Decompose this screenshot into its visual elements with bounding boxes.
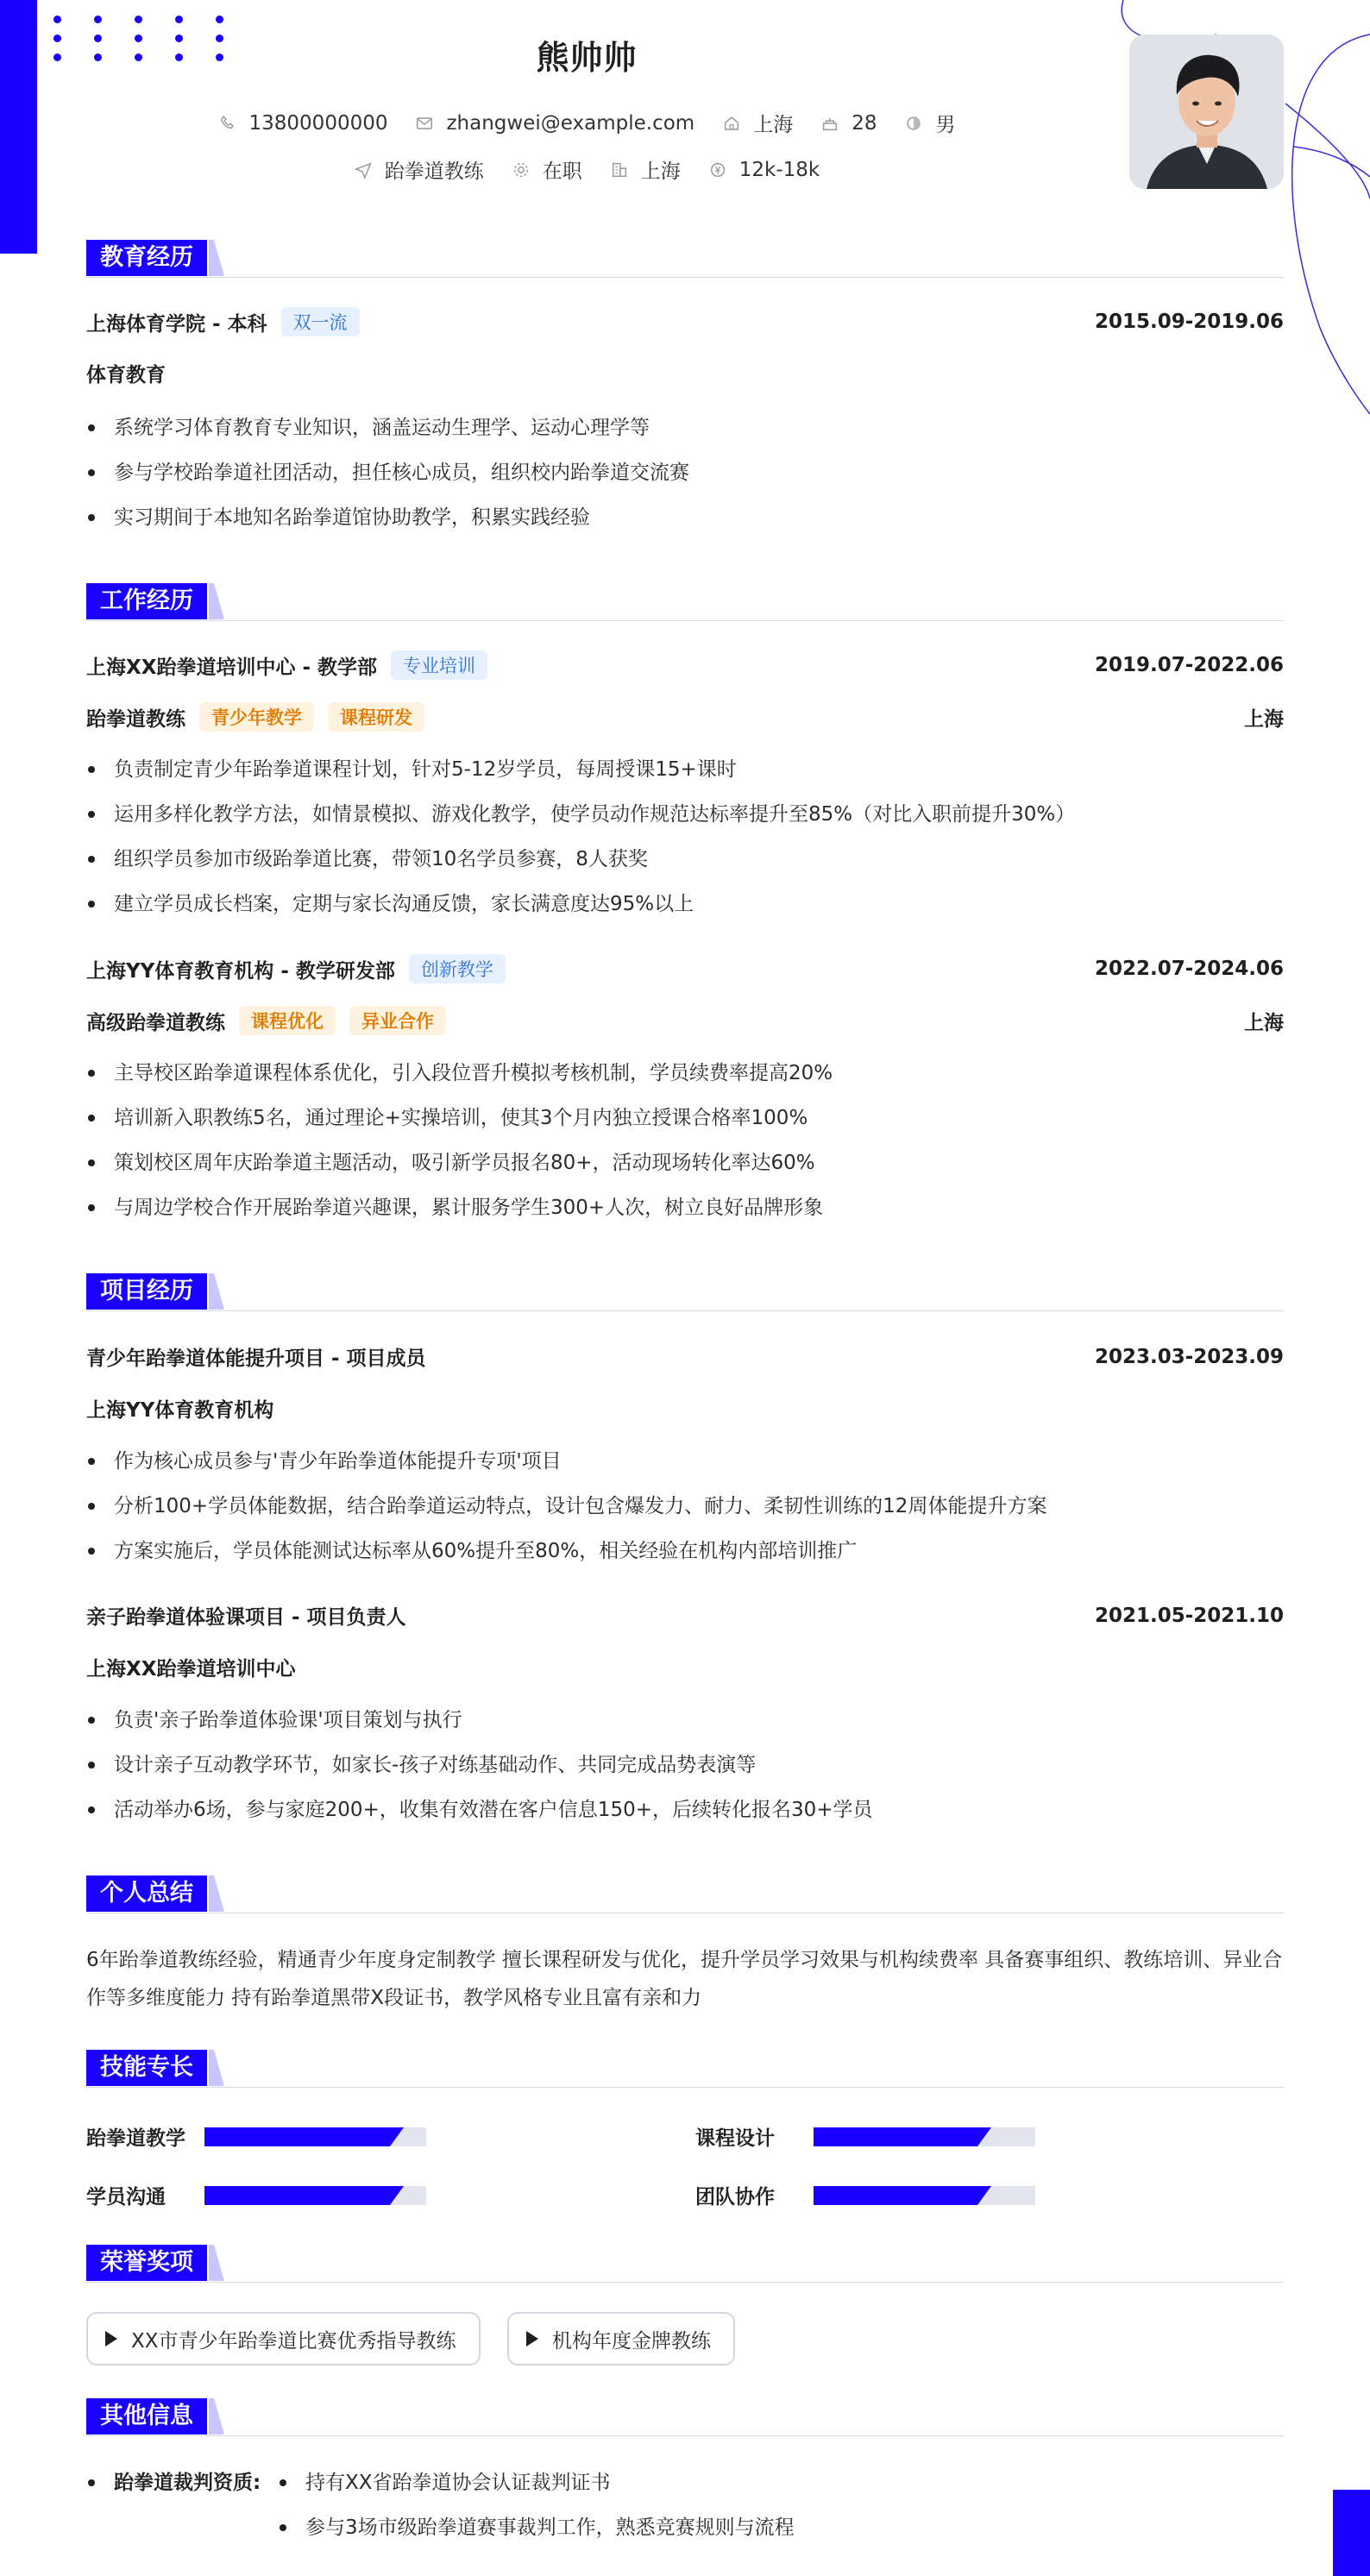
- city-text: 上海: [640, 160, 681, 183]
- edu-tag: 双一流: [281, 307, 360, 336]
- skill-bar-fill: [204, 2127, 390, 2146]
- list-item: 组织学员参加市级跆拳道比赛，带领10名学员参赛，8人获奖: [86, 837, 1284, 882]
- other-bullet-list: [278, 2460, 1227, 2550]
- skill-name: 课程设计: [695, 2127, 775, 2150]
- job1-bullet-list: [86, 747, 1284, 927]
- hometown-text: 上海: [753, 114, 794, 136]
- job2-date: 2022.07-2024.06: [1094, 958, 1284, 980]
- section-title-projects: 项目经历: [86, 1273, 207, 1310]
- skill-bar-fill: [204, 2186, 390, 2205]
- title-slant-icon: [209, 240, 224, 276]
- section-divider: [86, 2435, 1284, 2436]
- gender-info: [904, 109, 955, 137]
- status-gear-icon: [512, 160, 531, 179]
- job1-role-row: [86, 702, 1284, 732]
- section-honors: [86, 2245, 1284, 2281]
- phone-icon: [218, 114, 237, 133]
- play-triangle-icon: [105, 2331, 117, 2347]
- project2-header-row: [86, 1601, 1284, 1630]
- play-triangle-icon: [526, 2331, 538, 2347]
- skill-bar-track: [814, 2186, 1035, 2205]
- section-title-summary: 个人总结: [86, 1875, 207, 1912]
- other-label: 跆拳道裁判资质:: [86, 2460, 261, 2505]
- section-title-education: 教育经历: [86, 240, 207, 276]
- section-divider: [86, 1310, 1284, 1311]
- section-divider: [86, 2087, 1284, 2088]
- job2-role-row: [86, 1006, 1284, 1035]
- list-item: 负责'亲子跆拳道体验课'项目策划与执行: [86, 1698, 1284, 1743]
- edu-school-text: 上海体育学院 - 本科: [86, 312, 267, 336]
- project2-name: 亲子跆拳道体验课项目 - 项目负责人: [86, 1606, 406, 1629]
- building-icon: [610, 160, 629, 179]
- section-title-honors: 荣誉奖项: [86, 2245, 207, 2281]
- candidate-name: 熊帅帅: [536, 39, 638, 77]
- title-slant-icon: [209, 1273, 224, 1310]
- gender-icon: [904, 114, 923, 133]
- job2-bullet-list: [86, 1051, 1284, 1230]
- hometown-info: [722, 109, 793, 137]
- job-text: 跆拳道教练: [384, 160, 484, 183]
- section-other: [86, 2398, 1284, 2435]
- section-title-skills: 技能专长: [86, 2050, 207, 2086]
- job1-date: 2019.07-2022.06: [1094, 654, 1284, 676]
- title-slant-icon: [209, 1875, 224, 1912]
- skill-item: [86, 2181, 426, 2209]
- list-item: 主导校区跆拳道课程体系优化，引入段位晋升模拟考核机制，学员续费率提高20%: [86, 1051, 1284, 1096]
- project1-name: 青少年跆拳道体能提升项目 - 项目成员: [86, 1348, 426, 1370]
- section-work: [86, 583, 1284, 619]
- section-summary: [86, 1875, 1284, 1912]
- list-item: 实习期间于本地知名跆拳道馆协助教学，积累实践经验: [86, 495, 1284, 540]
- home-icon: [722, 114, 741, 133]
- list-item: 负责制定青少年跆拳道课程计划，针对5-12岁学员，每周授课15+课时: [86, 747, 1284, 792]
- skill-bar-track: [204, 2127, 426, 2146]
- list-item: 分析100+学员体能数据，结合跆拳道运动特点，设计包含爆发力、耐力、柔韧性训练的12周体能提升方案: [86, 1484, 1284, 1529]
- age-info: [820, 112, 877, 135]
- title-slant-icon: [209, 2050, 224, 2086]
- project1-bullet-list: [86, 1439, 1284, 1574]
- city-info: [610, 155, 681, 184]
- job1-location: 上海: [1244, 707, 1284, 731]
- send-icon: [354, 160, 373, 179]
- email-text: zhangwei@example.com: [446, 111, 695, 135]
- section-divider: [86, 620, 1284, 621]
- status-info: [512, 155, 582, 184]
- job2-location: 上海: [1244, 1011, 1284, 1034]
- edu-bullet-list: [86, 405, 1284, 540]
- list-item: 参与学校跆拳道社团活动，担任核心成员，组织校内跆拳道交流赛: [86, 450, 1284, 495]
- list-item: 设计亲子互动教学环节，如家长-孩子对练基础动作、共同完成品势表演等: [86, 1743, 1284, 1787]
- email-info: [415, 112, 694, 135]
- section-divider: [86, 277, 1284, 278]
- age-text: 28: [852, 111, 877, 135]
- project1-org: 上海YY体育教育机构: [86, 1399, 274, 1422]
- section-skills: [86, 2050, 1284, 2086]
- list-item: 持有XX省跆拳道协会认证裁判证书: [278, 2460, 1227, 2505]
- honor-text: XX市青少年跆拳道比赛优秀指导教练: [131, 2329, 456, 2353]
- list-item: 作为核心成员参与'青少年跆拳道体能提升专项'项目: [86, 1439, 1284, 1484]
- honor-item: [86, 2312, 481, 2366]
- dot: [53, 16, 61, 23]
- dot: [216, 16, 223, 23]
- job1-role-tag: 课程研发: [328, 702, 424, 732]
- dot: [175, 16, 183, 23]
- skill-item: [86, 2122, 426, 2151]
- job1-role-text: 跆拳道教练: [86, 707, 185, 731]
- salary-text: 12k-18k: [738, 158, 820, 181]
- job1-role-tag: 青少年教学: [199, 702, 314, 732]
- edu-header-row: [86, 307, 1284, 336]
- section-title-work: 工作经历: [86, 583, 207, 619]
- project1-date: 2023.03-2023.09: [1094, 1345, 1284, 1368]
- title-slant-icon: [209, 583, 224, 619]
- job1-company: [86, 650, 487, 680]
- job-intent-row: [0, 155, 1173, 184]
- job1-header-row: [86, 650, 1284, 680]
- section-education: [86, 240, 1284, 276]
- job2-tag: 创新教学: [409, 954, 506, 983]
- edu-major: 体育教育: [86, 364, 166, 386]
- list-item: 策划校区周年庆跆拳道主题活动，吸引新学员报名80+，活动现场转化率达60%: [86, 1140, 1284, 1185]
- dot: [94, 16, 102, 23]
- skill-bar-track: [814, 2127, 1035, 2146]
- list-item: 与周边学校合作开展跆拳道兴趣课，累计服务学生300+人次，树立良好品牌形象: [86, 1185, 1284, 1230]
- phone-info: [218, 112, 388, 135]
- skill-bar-fill: [814, 2127, 977, 2146]
- skill-name: 跆拳道教学: [86, 2127, 185, 2150]
- contact-row: [0, 109, 1173, 137]
- section-projects: [86, 1273, 1284, 1310]
- right-accent-bar: [1333, 2490, 1370, 2576]
- mail-icon: [415, 114, 434, 133]
- skill-bar-fill: [814, 2186, 977, 2205]
- job2-company-text: 上海YY体育教育机构 - 教学研发部: [86, 959, 395, 983]
- phone-text: 13800000000: [248, 111, 388, 135]
- skill-name: 团队协作: [695, 2186, 775, 2208]
- list-item: 方案实施后，学员体能测试达标率从60%提升至80%，相关经验在机构内部培训推广: [86, 1529, 1284, 1574]
- list-item: 参与3场市级跆拳道赛事裁判工作，熟悉竞赛规则与流程: [278, 2505, 1227, 2550]
- job2-role: [86, 1006, 446, 1035]
- section-title-other: 其他信息: [86, 2398, 207, 2435]
- skill-name: 学员沟通: [86, 2186, 166, 2208]
- project1-org-row: [86, 1394, 1284, 1423]
- cake-icon: [820, 114, 839, 133]
- list-item: 运用多样化教学方法，如情景模拟、游戏化教学，使学员动作规范达标率提升至85%（对比入职前提升30%）: [86, 792, 1284, 837]
- skill-item: [695, 2181, 1035, 2209]
- job2-company: [86, 954, 506, 983]
- honor-item: [507, 2312, 735, 2366]
- section-divider: [86, 2282, 1284, 2283]
- coin-icon: [708, 160, 727, 179]
- edu-date: 2015.09-2019.06: [1094, 311, 1284, 333]
- status-text: 在职: [542, 160, 582, 183]
- project1-header-row: [86, 1342, 1284, 1371]
- list-item: 活动举办6场，参与家庭200+，收集有效潜在客户信息150+，后续转化报名30+学员: [86, 1787, 1284, 1832]
- salary-info: [708, 159, 820, 181]
- dot: [135, 16, 142, 23]
- gender-text: 男: [935, 114, 956, 136]
- job-info: [354, 155, 484, 184]
- title-slant-icon: [209, 2245, 224, 2281]
- job2-role-tag: 课程优化: [239, 1006, 336, 1035]
- project2-org: 上海XX跆拳道培训中心: [86, 1658, 296, 1681]
- list-item: 建立学员成长档案，定期与家长沟通反馈，家长满意度达95%以上: [86, 882, 1284, 927]
- honor-text: 机构年度金牌教练: [552, 2329, 711, 2353]
- job1-tag: 专业培训: [391, 650, 487, 680]
- edu-school: [86, 307, 360, 336]
- title-slant-icon: [209, 2398, 224, 2435]
- job2-role-tag: 异业合作: [349, 1006, 446, 1035]
- list-item: 培训新入职教练5名，通过理论+实操培训，使其3个月内独立授课合格率100%: [86, 1096, 1284, 1140]
- edu-major-row: [86, 359, 1284, 387]
- skill-item: [695, 2122, 1035, 2151]
- avatar: [1129, 35, 1284, 189]
- job1-company-text: 上海XX跆拳道培训中心 - 教学部: [86, 656, 378, 679]
- project2-date: 2021.05-2021.10: [1094, 1604, 1284, 1627]
- skill-bar-track: [204, 2186, 426, 2205]
- summary-text: 6年跆拳道教练经验，精通青少年度身定制教学 擅长课程研发与优化，提升学员学习效果与机构续费率 具备赛事组织、教练培训、异业合作等多维度能力 持有跆拳道黑带X段证书，教学风格专业且富有亲和力: [86, 1949, 1283, 2009]
- job1-role: [86, 702, 424, 732]
- project2-org-row: [86, 1653, 1284, 1681]
- job2-header-row: [86, 954, 1284, 983]
- job2-role-text: 高级跆拳道教练: [86, 1011, 225, 1034]
- list-item: 系统学习体育教育专业知识，涵盖运动生理学、运动心理学等: [86, 405, 1284, 450]
- avatar-portrait-icon: [1129, 35, 1284, 189]
- project2-bullet-list: [86, 1698, 1284, 1832]
